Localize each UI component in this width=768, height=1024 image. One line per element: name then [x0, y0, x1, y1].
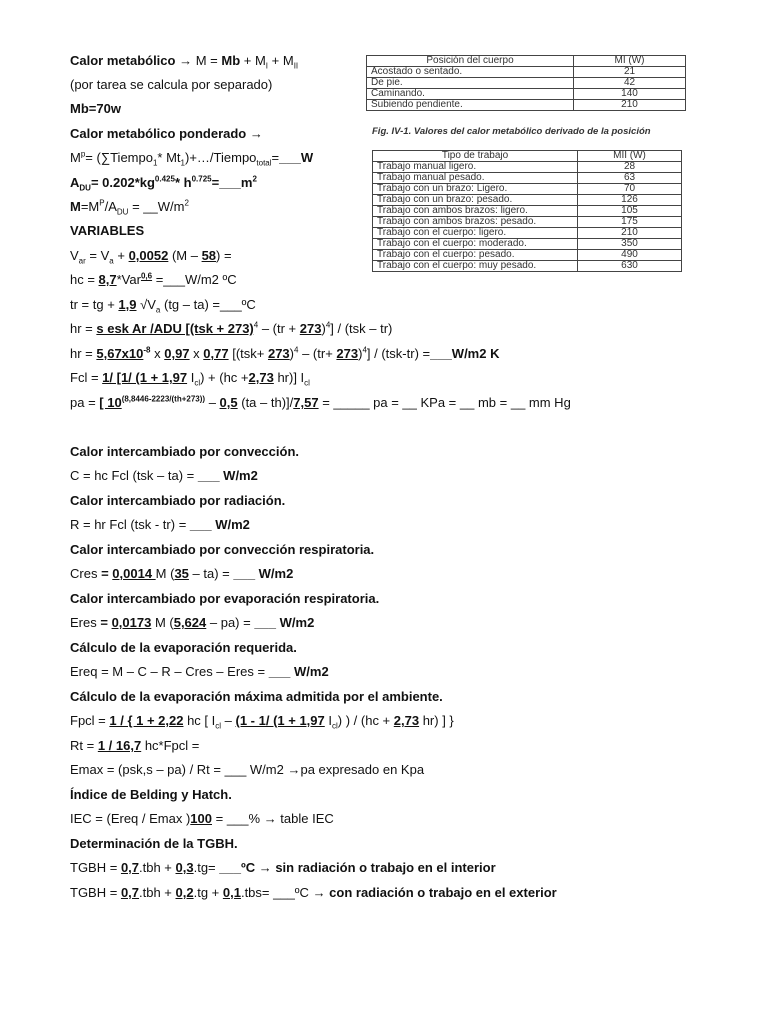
heading-belding-hatch: Índice de Belding y Hatch. [70, 787, 232, 802]
formula-tr: tr = tg + 1,9 $√V_a$ (tg – ta) =___ºC [70, 297, 256, 315]
table-header: Tipo de trabajo [373, 151, 578, 162]
table-cell: 105 [578, 206, 682, 217]
formula-hr-values: hr = $5,67x10^{-8}$ x 0,97 x 0,77 $[(tsk+ 273)^4 - (tr+ 273)^4] / (tsk-tr)$ =___W/m2 K [70, 345, 500, 361]
table-cell: Trabajo manual ligero. [373, 162, 578, 173]
table-cell: Trabajo con el cuerpo: ligero. [373, 228, 578, 239]
table-cell: 28 [578, 162, 682, 173]
table-cell: 175 [578, 217, 682, 228]
formula-ereq: Ereq = M – C – R – Cres – Eres = ___ W/m2 [70, 664, 329, 679]
table-cell: 350 [578, 239, 682, 250]
heading-convection: Calor intercambiado por convección. [70, 444, 299, 459]
formula-tgbh-exterior: TGBH = 0,7.tbh + 0,2.tg + 0,1.tbs= ___ºC → con radiación o trabajo en el exterior [70, 885, 557, 900]
table-row [373, 206, 682, 217]
table-row [367, 67, 686, 78]
arrow-right-icon: → [258, 860, 272, 875]
table-body-position [366, 55, 686, 111]
table-cell: Trabajo con un brazo: Ligero. [373, 184, 578, 195]
formula-hr-general: hr = s esk Ar /ADU [(tsk + 273)$^4$ – (tr + 273)$^4$] / (tsk – tr) [70, 320, 393, 336]
table-cell: Trabajo manual pesado. [373, 173, 578, 184]
table-row [373, 217, 682, 228]
arrow-right-icon: → [287, 762, 301, 777]
formula-body-surface: $A_{DU}= 0.202*kg^{0.425}*$ $h^{0.725}=\_\_\_m^2$ [70, 174, 257, 193]
formula-iec: IEC = (Ereq / Emax )100 = ___% → table IEC [70, 811, 334, 826]
formula-pa: pa = [ $10^{(8,8446-2223/(th+273))} - 0,5$ (ta – th)]/7,57 = _____ pa = __ KPa = __ mb = __ mm Hg [70, 394, 571, 410]
table-row [373, 239, 682, 250]
table-cell: Trabajo con ambos brazos: ligero. [373, 206, 578, 217]
table-row [373, 195, 682, 206]
formula-var: $V_{ar} = V_a + 0,0052$ (M – 58) = [70, 248, 232, 266]
table-row [367, 78, 686, 89]
table-row [373, 228, 682, 239]
arrow-right-icon: → [263, 811, 277, 826]
table-cell: 490 [578, 250, 682, 261]
formula-radiation: R = hr Fcl (tsk - tr) = ___ W/m2 [70, 517, 250, 532]
formula-rt: Rt = 1 / 16,7 hc*Fpcl = [70, 738, 200, 753]
table-row [373, 173, 682, 184]
table-row [373, 250, 682, 261]
table-cell: Trabajo con el cuerpo: muy pesado. [373, 261, 578, 272]
arrow-right-icon: → [312, 885, 326, 900]
table-header: MI (W) [574, 56, 686, 67]
formula-eres: Eres = 0,0173 M (5,624 – pa) = ___ W/m2 [70, 615, 315, 630]
heading-radiation: Calor intercambiado por radiación. [70, 493, 286, 508]
table-row [373, 261, 682, 272]
heading-tgbh: Determinación de la TGBH. [70, 836, 238, 851]
figure-caption: Fig. IV-1. Valores del calor metabólico derivado de la posición [372, 126, 651, 137]
heading-resp-convection: Calor intercambiado por convección respiratoria. [70, 542, 375, 557]
table-cell: 126 [578, 195, 682, 206]
table-row [373, 162, 682, 173]
table-cell: Trabajo con ambos brazos: pesado. [373, 217, 578, 228]
formula-hc: hc = 8,7*Var$^{0,6}$ =___W/m2 ºC [70, 271, 237, 287]
table-cell: De pie. [367, 78, 574, 89]
table-cell: 140 [574, 89, 686, 100]
heading-max-evaporation: Cálculo de la evaporación máxima admitida por el ambiente. [70, 689, 443, 704]
formula-weighted-metabolic: $M^p=$ (∑Tiempo$_1$* $Mt_1)+\dots/Tiempo_{total}=\_\_\_W$ [70, 149, 314, 168]
table-cell: 63 [578, 173, 682, 184]
table-row [373, 184, 682, 195]
formula-convection: C = hc Fcl (tsk – ta) = ___ W/m2 [70, 468, 258, 483]
table-header: Posición del cuerpo [367, 56, 574, 67]
table-cell: Caminando. [367, 89, 574, 100]
table-cell: 70 [578, 184, 682, 195]
table-header: MII (W) [578, 151, 682, 162]
table-cell: Trabajo con un brazo: pesado. [373, 195, 578, 206]
formula-metabolic-heat: Calor metabólico → $M = Mb + M_I + M_{II}$ [70, 53, 299, 71]
table-work-type [372, 150, 682, 272]
table-cell: 630 [578, 261, 682, 272]
table-cell: 21 [574, 67, 686, 78]
table-cell: Trabajo con el cuerpo: pesado. [373, 250, 578, 261]
heading-variables: VARIABLES [70, 223, 145, 238]
table-cell: Subiendo pendiente. [367, 100, 574, 111]
table-cell: Acostado o sentado. [367, 67, 574, 78]
heading-weighted-metabolic: Calor metabólico ponderado → [70, 126, 263, 141]
formula-emax: Emax = (psk,s – pa) / Rt = ___ W/m2 →pa expresado en Kpa [70, 762, 425, 777]
formula-cres: Cres = 0,0014 M (35 – ta) = ___ W/m2 [70, 566, 294, 581]
table-header-row [373, 151, 682, 162]
table-row [367, 89, 686, 100]
formula-m-per-area: $M=M^P/A_{DU}$ = $\_\_W/m^2$ [70, 198, 189, 217]
arrow-right-icon: → [179, 53, 193, 68]
heading-required-evaporation: Cálculo de la evaporación requerida. [70, 640, 297, 655]
formula-fpcl: Fpcl = 1 / { 1 + 2,22 hc [ $I_{cl} - (1 - 1/$ (1 + 1,97 $I_{cl}$) ) / (hc + 2,73 hr) ] } [70, 713, 454, 731]
formula-tgbh-interior: TGBH = 0,7.tbh + 0,3.tg= ___ºC → sin radiación o trabajo en el interior [70, 860, 496, 875]
arrow-right-icon: → [249, 126, 263, 141]
basal-metabolism: Mb=70w [70, 101, 121, 116]
table-row [367, 100, 686, 111]
table-header-row [367, 56, 686, 67]
table-cell: 210 [574, 100, 686, 111]
table-cell: Trabajo con el cuerpo: moderado. [373, 239, 578, 250]
heading-resp-evaporation: Calor intercambiado por evaporación respiratoria. [70, 591, 380, 606]
table-cell: 42 [574, 78, 686, 89]
table-cell: 210 [578, 228, 682, 239]
note-per-task: (por tarea se calcula por separado) [70, 77, 273, 92]
formula-fcl: Fcl = 1/ [1/ (1 + 1,97 $I_{cl}) + (hc +2,73$ hr)] $I_{cl}$ [70, 370, 310, 388]
